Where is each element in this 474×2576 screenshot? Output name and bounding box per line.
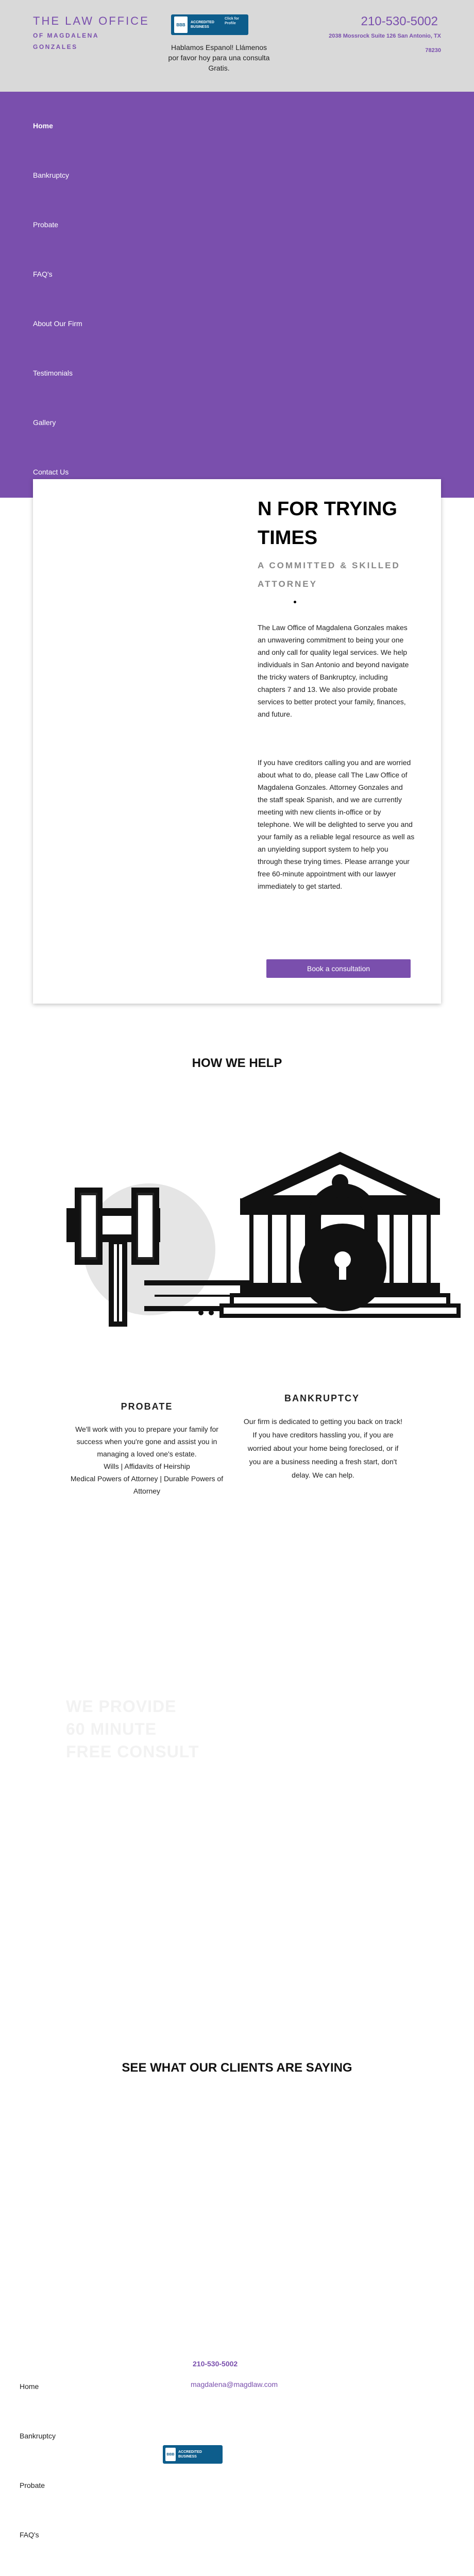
bbb-profile-link: Click for Profile — [225, 17, 240, 25]
services-illustration — [0, 1113, 474, 1350]
spanish-notice: Hablamos Espanol! Llámenos por favor hoy para una consulta Gratis. — [168, 43, 270, 72]
footer-bbb-seal-icon: BBB — [165, 2448, 176, 2461]
footer-nav-faqs[interactable]: FAQ's — [20, 2531, 39, 2539]
gavel-dot-2 — [209, 1310, 214, 1315]
nav-item-probate[interactable]: Probate — [33, 221, 59, 229]
footer-phone[interactable]: 210-530-5002 — [193, 2360, 238, 2368]
footer-nav-home[interactable]: Home — [20, 2382, 39, 2391]
hero-title-line-2: TIMES — [258, 527, 318, 549]
nav-item-gallery[interactable]: Gallery — [33, 418, 56, 427]
bbb-badge[interactable] — [171, 14, 248, 35]
footer-nav-bankruptcy[interactable]: Bankruptcy — [20, 2432, 56, 2440]
footer-nav-probate[interactable]: Probate — [20, 2481, 45, 2489]
divider-dot — [294, 601, 296, 603]
book-consultation-button[interactable]: Book a consultation — [266, 959, 411, 978]
testimonials-heading: SEE WHAT OUR CLIENTS ARE SAYING — [122, 2061, 352, 2075]
header-phone[interactable]: 210-530-5002 — [361, 14, 438, 28]
nav-item-contact[interactable]: Contact Us — [33, 468, 69, 476]
free-consult-banner: WE PROVIDE 60 MINUTE FREE CONSULT — [66, 1697, 199, 1761]
site-header — [0, 0, 474, 92]
header-zip: 78230 — [425, 47, 441, 54]
nav-item-testimonials[interactable]: Testimonials — [33, 369, 73, 377]
hero-title — [258, 495, 397, 552]
header-address: 2038 Mossrock Suite 126 San Antonio, TX — [329, 33, 441, 39]
probate-title: PROBATE — [121, 1401, 173, 1412]
bankruptcy-title: BANKRUPTCY — [284, 1393, 360, 1403]
logo-line-2[interactable]: OF MAGDALENA — [33, 32, 99, 39]
probate-services-line-2: Medical Powers of Attorney | Durable Powers of Attorney — [70, 1475, 224, 1495]
nav-item-home[interactable]: Home — [33, 122, 53, 130]
hero-paragraph-2: If you have creditors calling you and are worried about what to do, please call The Law Office of Magdalena Gonzales. Attorney Gonzales and the staff speak Spanish, and we are currently meeting with new clients in-office or by telephone. We will be delighted to serve you and your family as a reliable legal resource as well as an unyielding support system to help you through these trying times. Please arrange your free 60-minute appointment with our lawyer immediately to get started. — [258, 758, 415, 890]
bankruptcy-description: Our firm is dedicated to getting you back on track! If you have creditors hassling you, if you are worried about your home being foreclosed, or if you are a business needing a fresh start, don't delay. We can help. — [243, 1417, 403, 1479]
footer-email[interactable]: magdalena@magdlaw.com — [191, 2380, 278, 2388]
footer-bbb-label: ACCREDITED BUSINESS — [178, 2450, 202, 2459]
how-we-help-heading: HOW WE HELP — [192, 1056, 282, 1070]
logo-line-3[interactable]: GONZALES — [33, 43, 78, 50]
hero-subtitle: A COMMITTED & SKILLED ATTORNEY — [258, 561, 400, 589]
main-nav-menu — [0, 92, 474, 498]
nav-item-about[interactable]: About Our Firm — [33, 319, 82, 328]
hero-paragraph-1: The Law Office of Magdalena Gonzales makes an unwavering commitment to being your one and only call for quality legal services. We help individuals in San Antonio and beyond navigate the tricky waters of Bankruptcy, including chapters 7 and 13. We also provide probate services to better protect your family, finances, and future. — [258, 623, 409, 718]
footer-bbb-badge[interactable] — [163, 2445, 223, 2464]
gavel-dot-1 — [198, 1310, 204, 1315]
hero-title-line-1: N FOR TRYING — [258, 498, 397, 520]
probate-services-line-1: Wills | Affidavits of Heirship — [104, 1462, 190, 1470]
nav-item-bankruptcy[interactable]: Bankruptcy — [33, 171, 70, 179]
logo-line-1[interactable]: THE LAW OFFICE — [33, 14, 149, 27]
probate-body: We'll work with you to prepare your family for success when you're gone and assist you in managing a loved one's estate. — [75, 1425, 218, 1458]
probate-description — [62, 1423, 232, 1497]
bbb-seal-icon: BBB — [174, 16, 188, 33]
bbb-label: ACCREDITED BUSINESS — [191, 21, 214, 29]
nav-item-faqs[interactable]: FAQ's — [33, 270, 53, 278]
